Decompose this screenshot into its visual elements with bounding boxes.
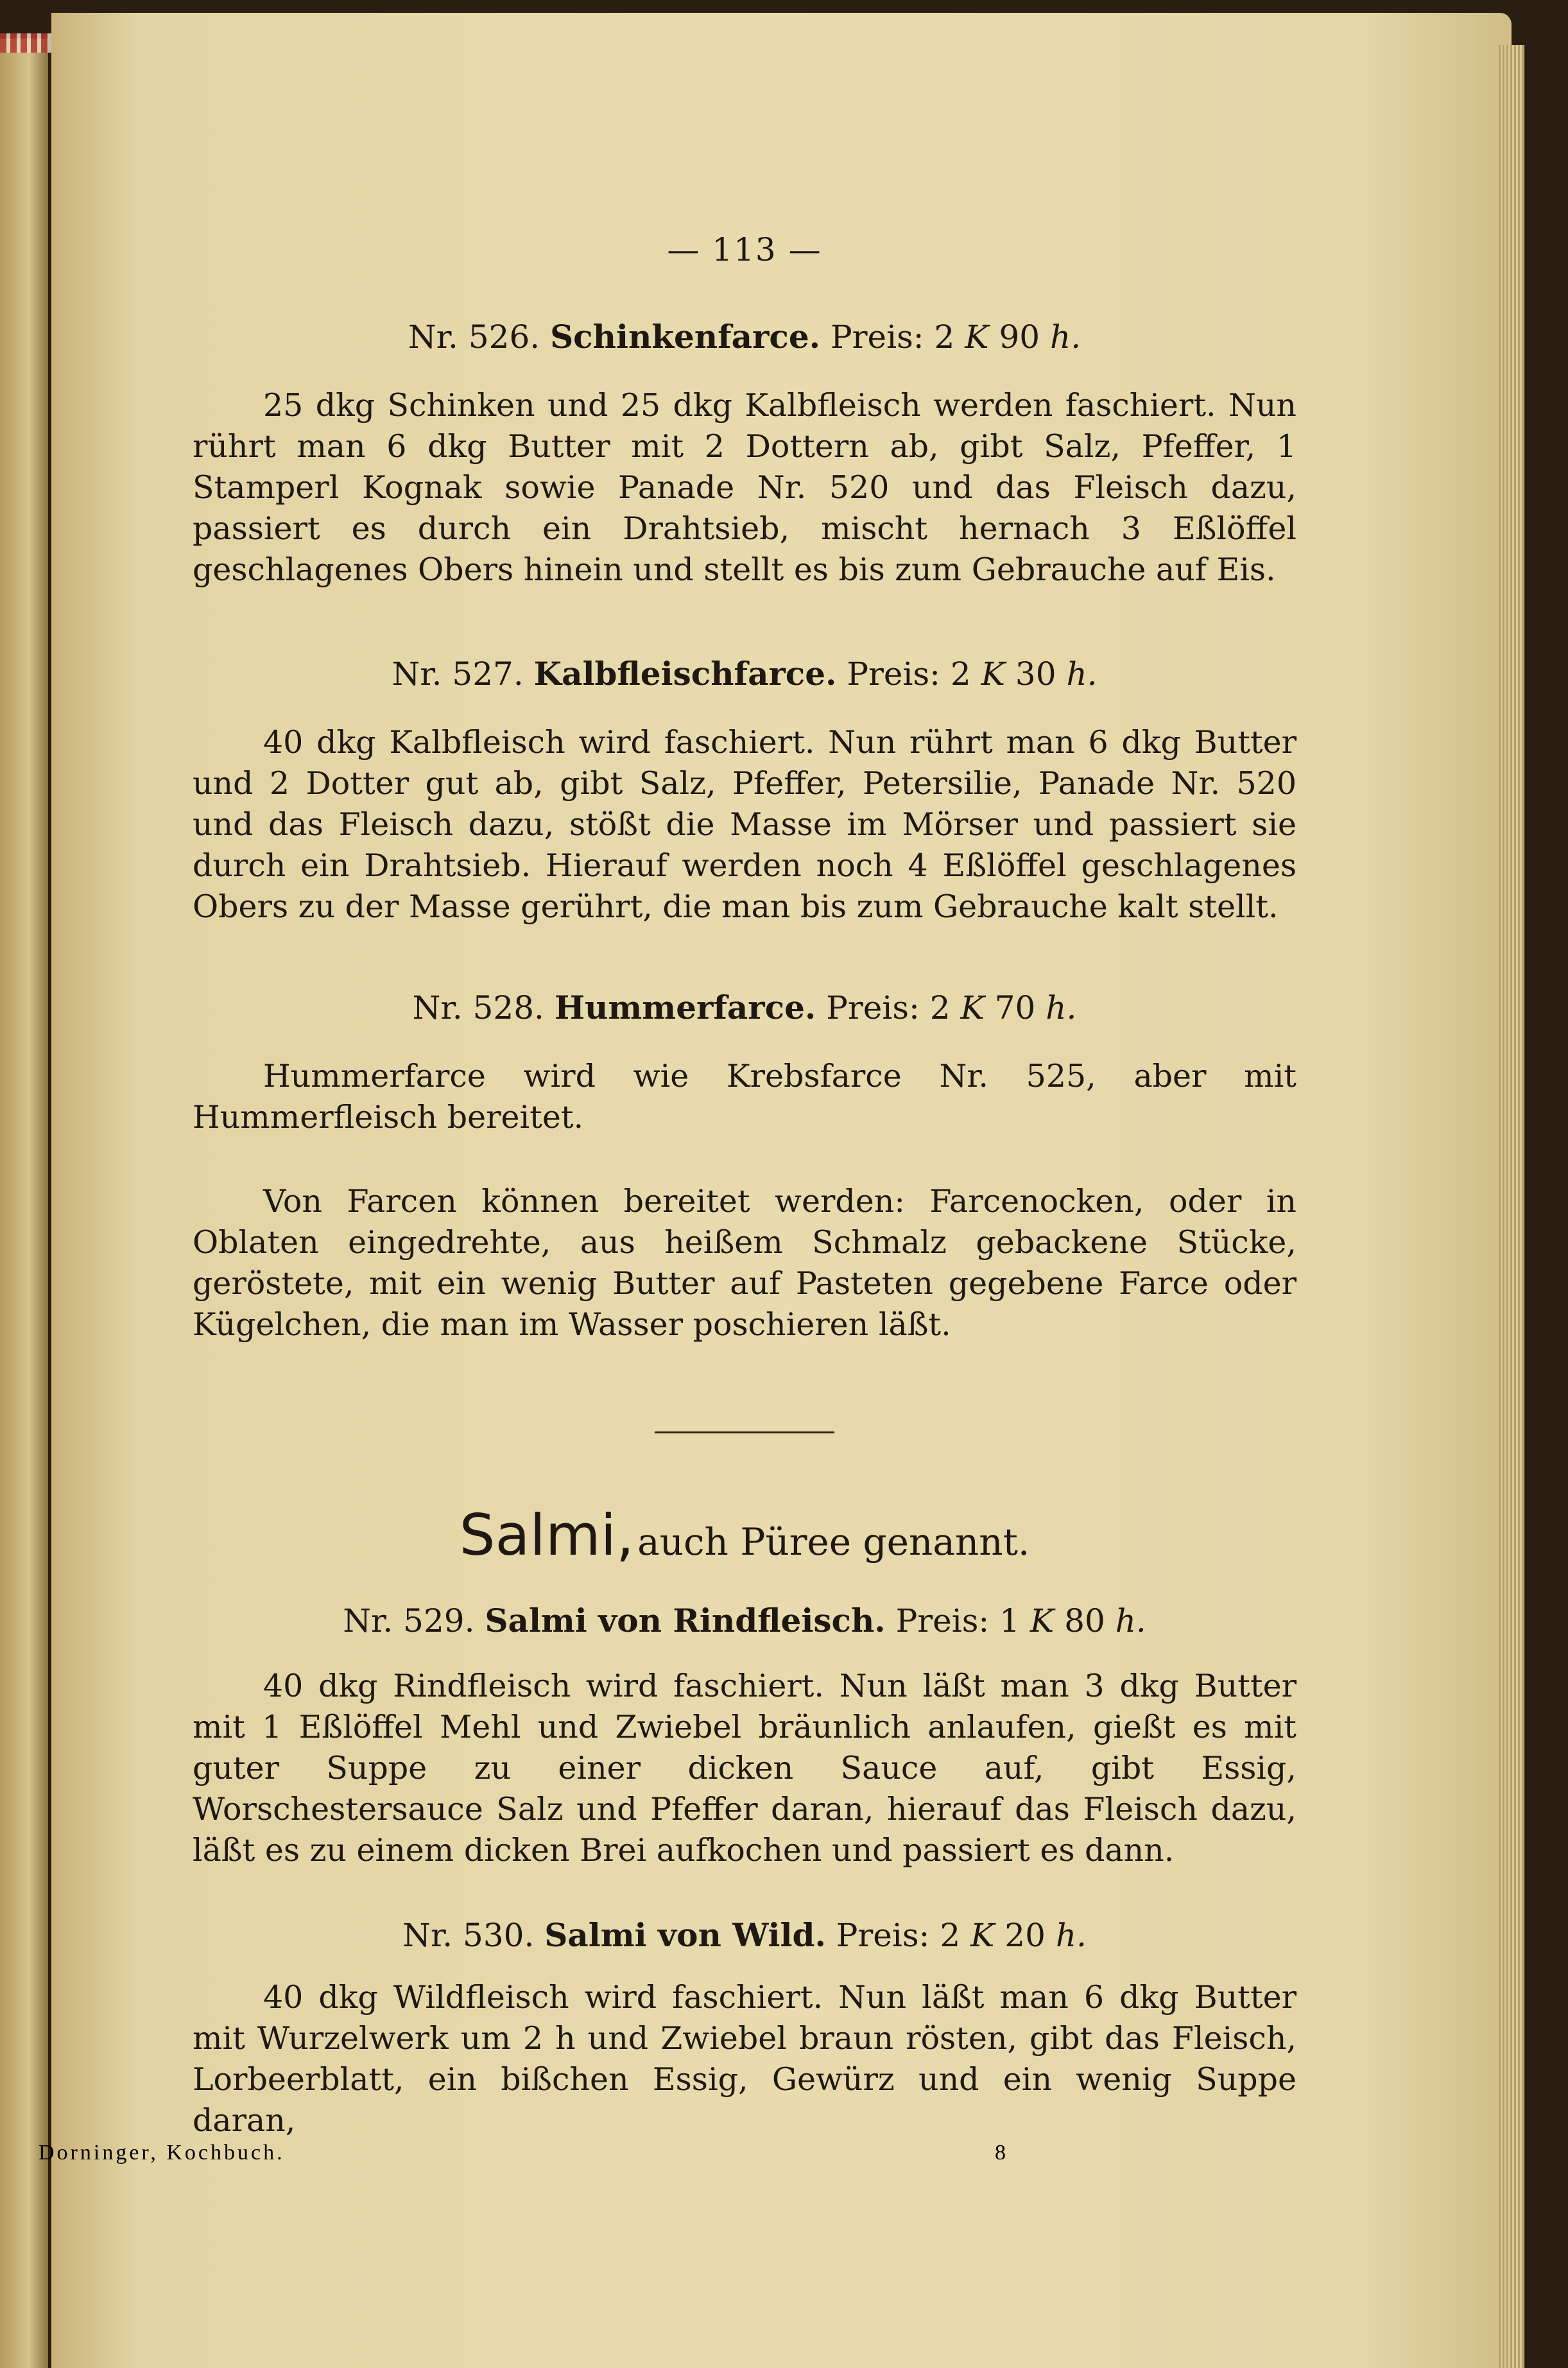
recipe-title: Kalbfleischfarce. [533,655,837,693]
section-title-sub: auch Püree genannt. [637,1520,1030,1564]
recipe-number: Nr. 529. [343,1602,475,1639]
price-crowns-unit: K [981,655,1005,693]
price-heller-amount: 90 [999,318,1040,356]
price-crowns-unit: K [965,318,989,356]
price-heller-unit: h. [1066,655,1098,693]
section-heading [193,1502,1297,1568]
recipe-body: 40 dkg Wildfleisch wird faschiert. Nun läßt man 6 dkg Butter mit Wurzelwerk um 2 h und Zwiebel braun rösten, gibt das Fleisch, Lorbeerblatt, ein bißchen Essig, Gewürz und ein wenig Suppe daran, [193,1979,1297,2139]
left-page-edge [0,39,48,2368]
price-label: Preis: [836,1917,930,1954]
recipe-number: Nr. 526. [408,318,540,356]
footer-signature: Dorninger, Kochbuch. [39,2141,285,2165]
section-title-main: Salmi, [459,1502,635,1568]
recipe-body: 25 dkg Schinken und 25 dkg Kalbfleisch werden faschiert. Nun rührt man 6 dkg Butter mit 2 Dottern ab, gibt Salz, Pfeffer, 1 Stamperl Kognak sowie Panade Nr. 520 und das Fleisch dazu, passiert es durch ein Drahtsieb, mischt hernach 3 Eßlöffel geschlagenes Obers hinein und stellt es bis zum Gebrauche auf Eis. [193,387,1297,588]
recipe-text-529 [193,1666,1297,1871]
recipe-title: Salmi von Rindfleisch. [485,1602,886,1639]
price-crowns-amount: 2 [940,1917,961,1954]
recipe-number: Nr. 527. [392,655,524,693]
recipe-text-527 [193,722,1297,928]
price-label: Preis: [830,318,924,356]
farce-note [193,1181,1297,1345]
page-stack-edge [1499,45,1524,2368]
recipe-text-530 [193,1977,1297,2141]
price-label: Preis: [895,1602,990,1639]
price-heller-amount: 70 [994,989,1036,1026]
footer-sheet-number: 8 [995,2141,1006,2165]
price-heller-unit: h. [1046,989,1077,1026]
recipe-number: Nr. 528. [412,989,544,1026]
price-label: Preis: [847,655,941,693]
bookmark-ribbon [0,33,58,53]
page-number: — 113 — [667,231,822,268]
price-heller-amount: 20 [1004,1917,1046,1954]
recipe-text-526 [193,385,1297,591]
recipe-heading-526 [193,318,1297,356]
recipe-title: Hummerfarce. [554,989,816,1026]
price-crowns-unit: K [960,989,985,1026]
price-crowns-unit: K [970,1917,995,1954]
price-label: Preis: [826,989,920,1026]
note-body: Von Farcen können bereitet werden: Farcenocken, oder in Oblaten eingedrehte, aus heißem Schmalz gebackene Stücke, geröstete, mit ein wenig Butter auf Pasteten gegebene Farce oder Kügelchen, die man im Wasser poschieren läßt. [193,1183,1297,1343]
recipe-heading-530 [193,1916,1297,1954]
recipe-text-528 [193,1056,1297,1138]
recipe-heading-527 [193,655,1297,693]
price-heller-amount: 80 [1064,1602,1105,1639]
recipe-title: Schinkenfarce. [550,318,821,356]
price-heller-unit: h. [1055,1917,1087,1954]
recipe-body: Hummerfarce wird wie Krebsfarce Nr. 525, aber mit Hummerfleisch bereitet. [193,1058,1297,1136]
price-heller-unit: h. [1050,318,1081,356]
recipe-body: 40 dkg Kalbfleisch wird faschiert. Nun rührt man 6 dkg Butter und 2 Dotter gut ab, gibt Salz, Pfeffer, Petersilie, Panade Nr. 520 und das Fleisch dazu, stößt die Masse im Mörser und passiert sie durch ein Drahtsieb. Hierauf werden noch 4 Eßlöffel geschlagenes Obers zu der Masse gerührt, die man bis zum Gebrauche kalt stellt. [193,724,1297,925]
price-crowns-unit: K [1030,1602,1055,1639]
recipe-body: 40 dkg Rindfleisch wird faschiert. Nun läßt man 3 dkg Butter mit 1 Eßlöffel Mehl und Zwiebel bräunlich anlaufen, gießt es mit guter Suppe zu einer dicken Sauce auf, gibt Essig, Worschestersauce Salz und Pfeffer daran, hierauf das Fleisch dazu, läßt es zu einem dicken Brei aufkochen und passiert es dann. [193,1668,1297,1869]
recipe-title: Salmi von Wild. [544,1916,826,1954]
price-heller-unit: h. [1115,1602,1146,1639]
recipe-number: Nr. 530. [402,1917,535,1954]
price-crowns-amount: 1 [999,1602,1020,1639]
price-crowns-amount: 2 [950,655,971,693]
section-divider [655,1431,834,1433]
price-heller-amount: 30 [1015,655,1056,693]
recipe-heading-529 [193,1602,1297,1639]
recipe-heading-528 [193,989,1297,1026]
price-crowns-amount: 2 [929,989,951,1026]
price-crowns-amount: 2 [934,318,955,356]
